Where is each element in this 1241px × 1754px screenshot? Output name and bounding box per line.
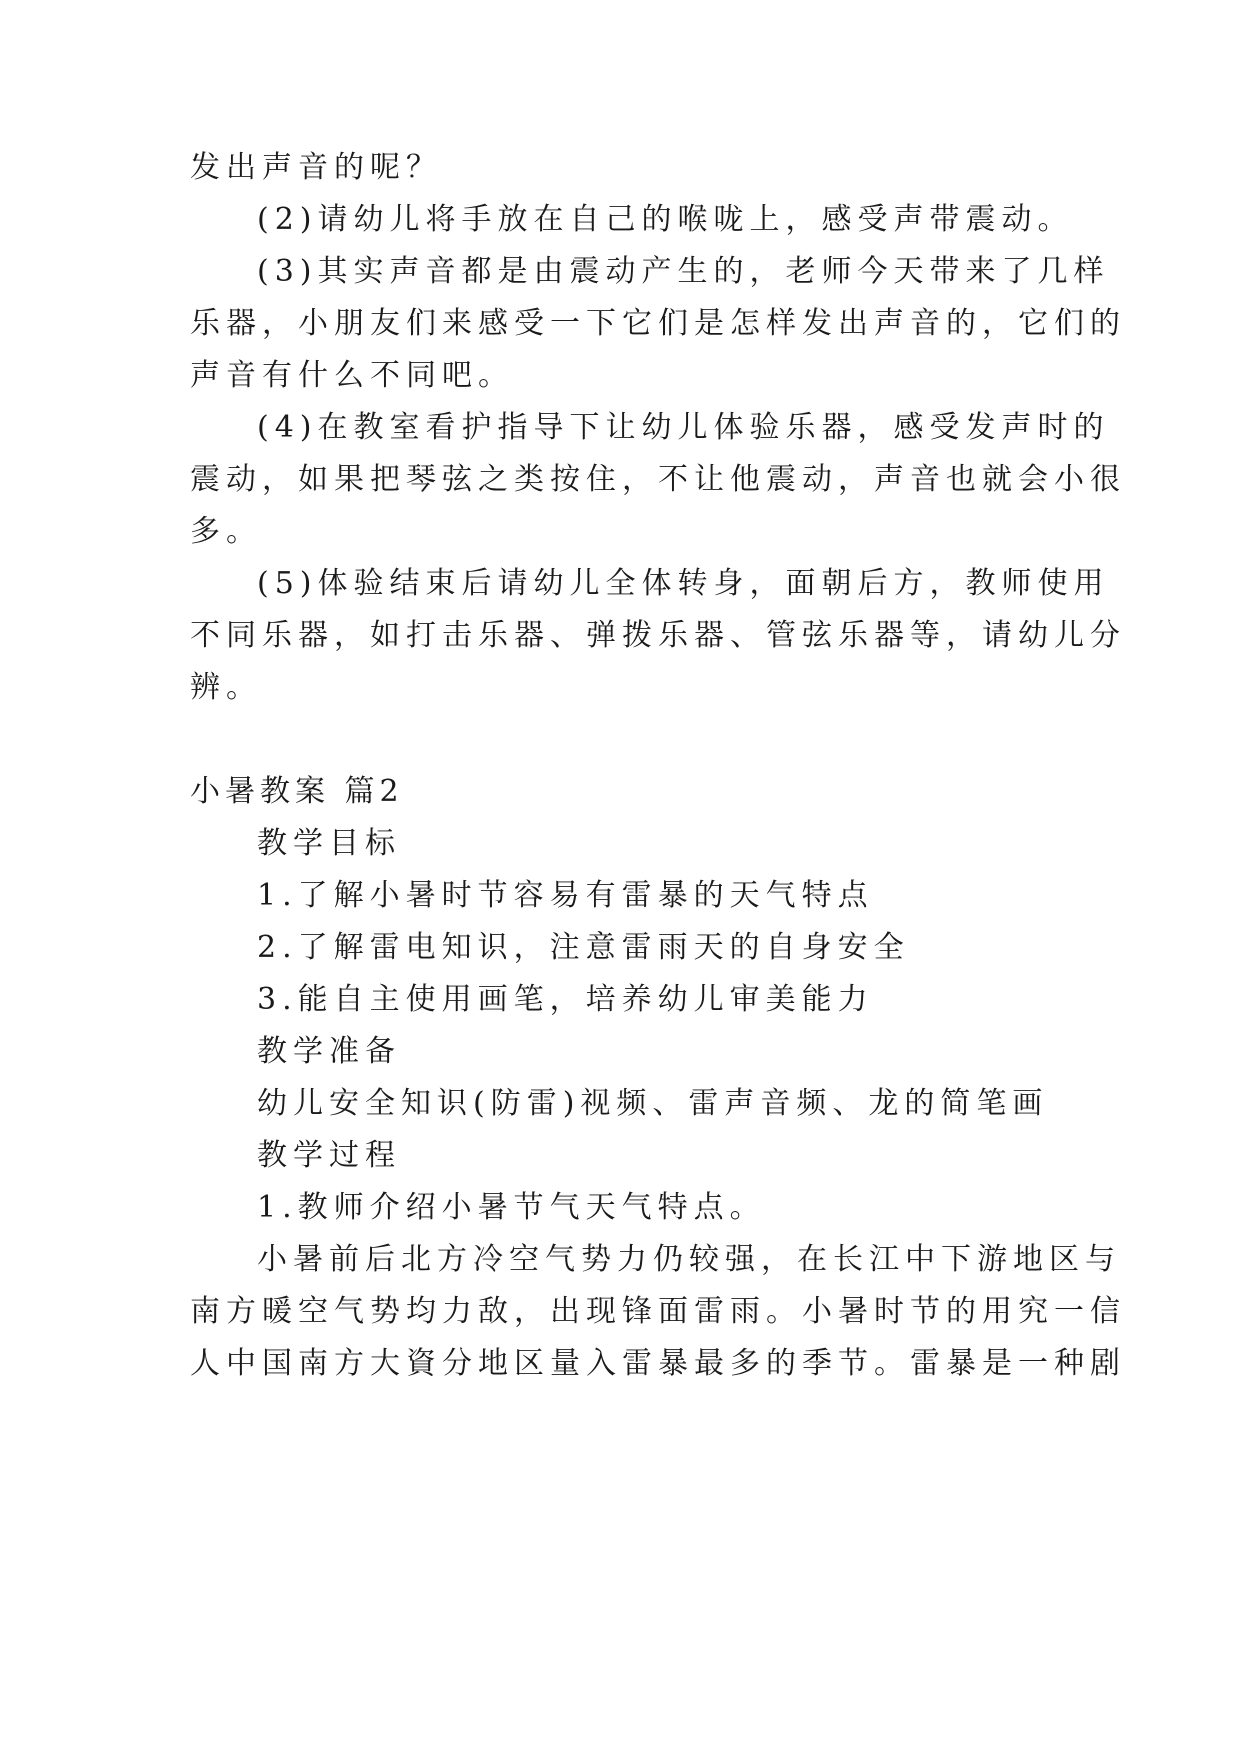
list-item: 2.了解雷电知识，注意雷雨天的自身安全 — [257, 930, 910, 965]
paragraph-line: (3)其实声音都是由震动产生的，老师今天带来了几样 — [257, 254, 1110, 289]
paragraph-line: 人中国南方大資分地区量入雷暴最多的季节。雷暴是一种剧 — [190, 1346, 1126, 1381]
paragraph-line: 不同乐器，如打击乐器、弹拨乐器、管弦乐器等，请幼儿分 — [190, 618, 1126, 653]
paragraph-line: 乐器，小朋友们来感受一下它们是怎样发出声音的，它们的 — [190, 306, 1126, 341]
section-title: 小暑教案 篇2 — [190, 774, 404, 809]
paragraph-line: (5)体验结束后请幼儿全体转身，面朝后方，教师使用 — [257, 566, 1110, 601]
paragraph-line: 声音有什么不同吧。 — [190, 358, 514, 393]
list-item: 3.能自主使用画笔，培养幼儿审美能力 — [257, 982, 874, 1017]
paragraph-line: 南方暖空气势均力敌，出现锋面雷雨。小暑时节的用究一信 — [190, 1294, 1126, 1329]
paragraph-line: 多。 — [190, 514, 262, 549]
subheading-goals: 教学目标 — [257, 826, 401, 861]
paragraph-line: 发出声音的呢？ — [190, 150, 442, 185]
paragraph-line: 辨。 — [190, 670, 262, 705]
paragraph-line: (2)请幼儿将手放在自己的喉咙上，感受声带震动。 — [257, 202, 1074, 237]
subheading-process: 教学过程 — [257, 1138, 401, 1173]
list-item: 1.了解小暑时节容易有雷暴的天气特点 — [257, 878, 874, 913]
paragraph-line: 小暑前后北方冷空气势力仍较强，在长江中下游地区与 — [257, 1242, 1121, 1277]
list-item: 1.教师介绍小暑节气天气特点。 — [257, 1190, 766, 1225]
paragraph-line: (4)在教室看护指导下让幼儿体验乐器，感受发声时的 — [257, 410, 1110, 445]
paragraph-line: 幼儿安全知识(防雷)视频、雷声音频、龙的简笔画 — [257, 1086, 1049, 1121]
paragraph-line: 震动，如果把琴弦之类按住，不让他震动，声音也就会小很 — [190, 462, 1126, 497]
subheading-preparation: 教学准备 — [257, 1034, 401, 1069]
